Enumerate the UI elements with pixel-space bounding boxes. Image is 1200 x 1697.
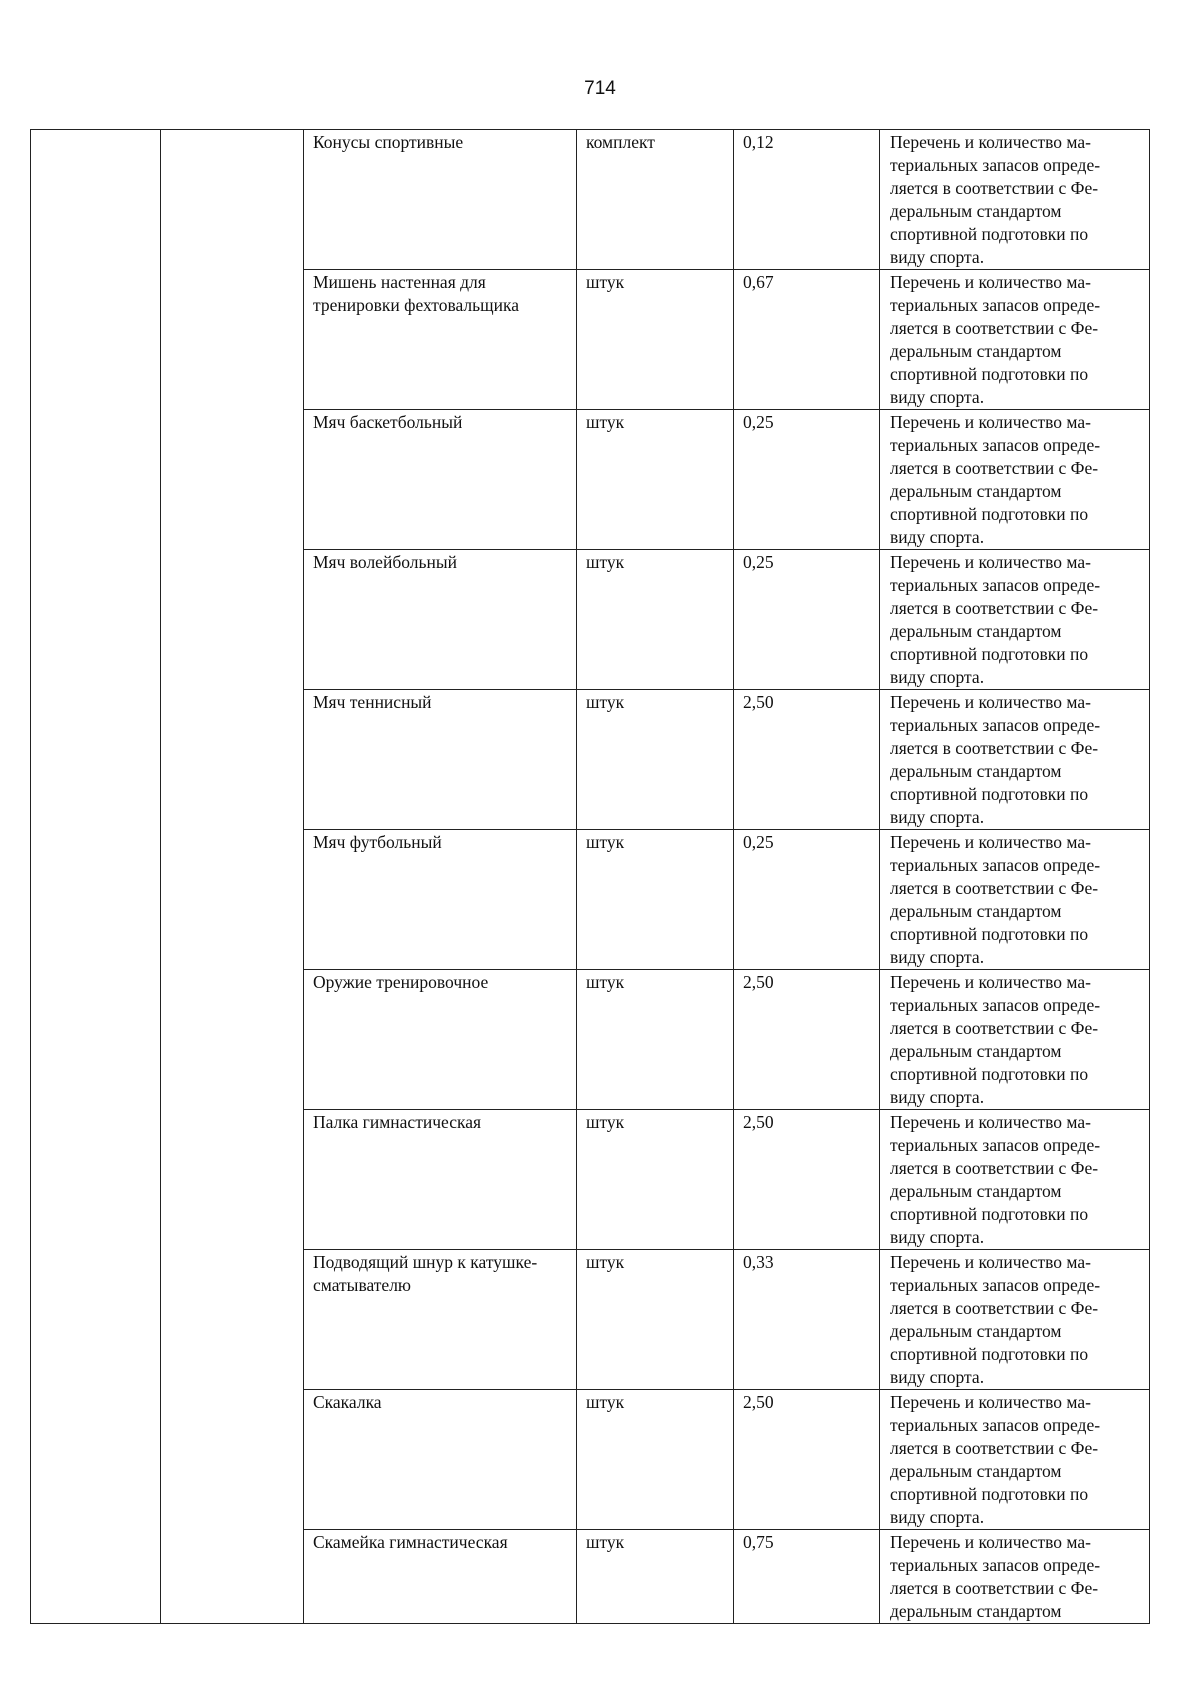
equipment-table (30, 129, 1150, 1624)
item-name-cell: Палка гимнастическая (304, 1110, 577, 1250)
item-name-cell: Оружие тренировочное (304, 970, 577, 1110)
unit-cell: штук (577, 410, 734, 550)
item-name-cell: Подводящий шнур к катушке-сматывателю (304, 1250, 577, 1390)
quantity-cell: 2,50 (734, 1390, 880, 1530)
unit-cell: штук (577, 1110, 734, 1250)
unit-cell: штук (577, 1530, 734, 1624)
merged-column-2 (161, 130, 304, 1624)
unit-cell: штук (577, 690, 734, 830)
note-cell (880, 410, 1150, 550)
note-cell (880, 270, 1150, 410)
item-name-cell: Мяч волейбольный (304, 550, 577, 690)
unit-cell: штук (577, 270, 734, 410)
note-cell (880, 130, 1150, 270)
item-name-cell: Мяч баскетбольный (304, 410, 577, 550)
item-name-cell: Скамейка гимнастическая (304, 1530, 577, 1624)
note-cell (880, 970, 1150, 1110)
note-text: Перечень и количество ма- териальных запасов опреде- ляется в соответствии с Фе- деральным стандартом спортивной подготовки по виду спорта. (890, 692, 1101, 827)
quantity-cell: 0,25 (734, 550, 880, 690)
quantity-cell: 0,12 (734, 130, 880, 270)
note-text: Перечень и количество ма- териальных запасов опреде- ляется в соответствии с Фе- деральным стандартом спортивной подготовки по виду спорта. (890, 272, 1101, 407)
table-row (31, 130, 1150, 270)
quantity-cell: 0,67 (734, 270, 880, 410)
item-name-cell: Мяч футбольный (304, 830, 577, 970)
page-number: 714 (584, 78, 616, 99)
note-cell (880, 690, 1150, 830)
merged-column-1 (31, 130, 161, 1624)
note-cell (880, 1110, 1150, 1250)
quantity-cell: 0,25 (734, 830, 880, 970)
note-text: Перечень и количество ма- териальных запасов опреде- ляется в соответствии с Фе- деральным стандартом спортивной подготовки по виду спорта. (890, 1392, 1101, 1527)
unit-cell: штук (577, 550, 734, 690)
quantity-cell: 0,25 (734, 410, 880, 550)
note-text: Перечень и количество ма- териальных запасов опреде- ляется в соответствии с Фе- деральным стандартом спортивной подготовки по виду спорта. (890, 1252, 1101, 1387)
note-cell (880, 830, 1150, 970)
note-cell (880, 550, 1150, 690)
note-cell (880, 1390, 1150, 1530)
unit-cell: штук (577, 1250, 734, 1390)
quantity-cell: 2,50 (734, 690, 880, 830)
item-name-cell: Мишень настенная для тренировки фехтовальщика (304, 270, 577, 410)
quantity-cell: 2,50 (734, 1110, 880, 1250)
unit-cell: штук (577, 830, 734, 970)
note-text: Перечень и количество ма- териальных запасов опреде- ляется в соответствии с Фе- деральным стандартом (890, 1532, 1101, 1621)
note-cell (880, 1250, 1150, 1390)
unit-cell: штук (577, 1390, 734, 1530)
quantity-cell: 0,33 (734, 1250, 880, 1390)
note-text: Перечень и количество ма- териальных запасов опреде- ляется в соответствии с Фе- деральным стандартом спортивной подготовки по виду спорта. (890, 972, 1101, 1107)
unit-cell: штук (577, 970, 734, 1110)
quantity-cell: 2,50 (734, 970, 880, 1110)
quantity-cell: 0,75 (734, 1530, 880, 1624)
note-text: Перечень и количество ма- териальных запасов опреде- ляется в соответствии с Фе- деральным стандартом спортивной подготовки по виду спорта. (890, 132, 1101, 267)
note-text: Перечень и количество ма- териальных запасов опреде- ляется в соответствии с Фе- деральным стандартом спортивной подготовки по виду спорта. (890, 1112, 1101, 1247)
item-name-cell: Конусы спортивные (304, 130, 577, 270)
note-text: Перечень и количество ма- териальных запасов опреде- ляется в соответствии с Фе- деральным стандартом спортивной подготовки по виду спорта. (890, 552, 1101, 687)
unit-cell: комплект (577, 130, 734, 270)
note-text: Перечень и количество ма- териальных запасов опреде- ляется в соответствии с Фе- деральным стандартом спортивной подготовки по виду спорта. (890, 832, 1101, 967)
note-cell (880, 1530, 1150, 1624)
item-name-cell: Мяч теннисный (304, 690, 577, 830)
item-name-cell: Скакалка (304, 1390, 577, 1530)
note-text: Перечень и количество ма- териальных запасов опреде- ляется в соответствии с Фе- деральным стандартом спортивной подготовки по виду спорта. (890, 412, 1101, 547)
